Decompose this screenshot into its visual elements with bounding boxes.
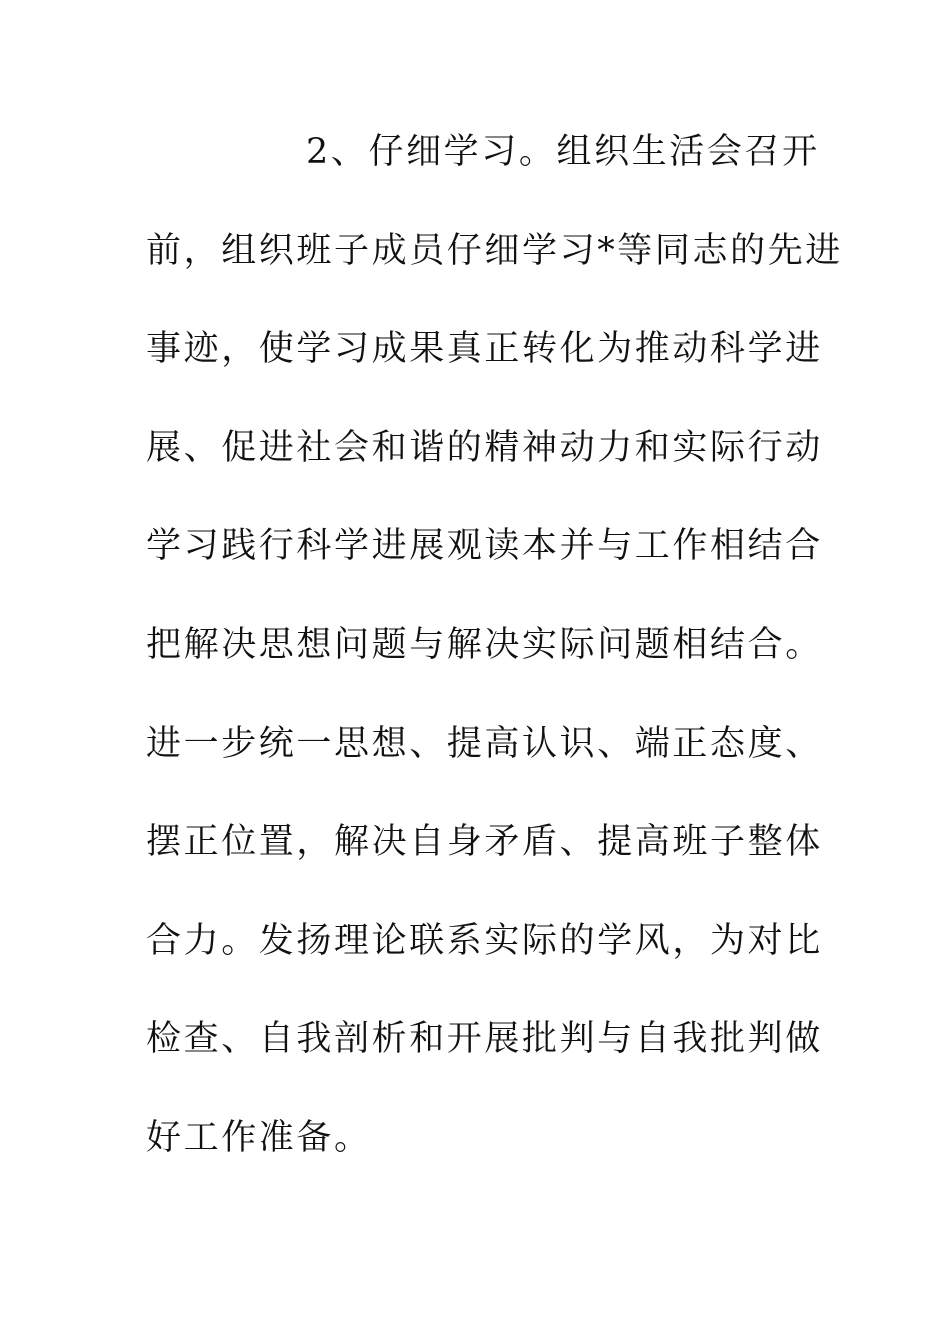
paragraph-line: 2、仔细学习。组织生活会召开 [306,132,820,172]
body-paragraph [146,126,843,1211]
paragraph-line: 摆正位置，解决自身矛盾、提高班子整体 [146,822,823,863]
paragraph-line: 进一步统一思想、提高认识、端正态度、 [146,723,823,764]
paragraph-line: 好工作准备。 [146,1117,372,1158]
paragraph-line: 学习践行科学进展观读本并与工作相结合 [146,526,823,567]
paragraph-line: 前，组织班子成员仔细学习*等同志的先进 [146,230,843,271]
paragraph-line: 展、促进社会和谐的精神动力和实际行动 [146,427,823,468]
paragraph-line: 把解决思想问题与解决实际问题相结合。 [146,624,823,665]
paragraph-line: 检查、自我剖析和开展批判与自我批判做 [146,1019,823,1060]
paragraph-line: 事迹，使学习成果真正转化为推动科学进 [146,329,823,370]
paragraph-line: 合力。发扬理论联系实际的学风，为对比 [146,920,823,961]
